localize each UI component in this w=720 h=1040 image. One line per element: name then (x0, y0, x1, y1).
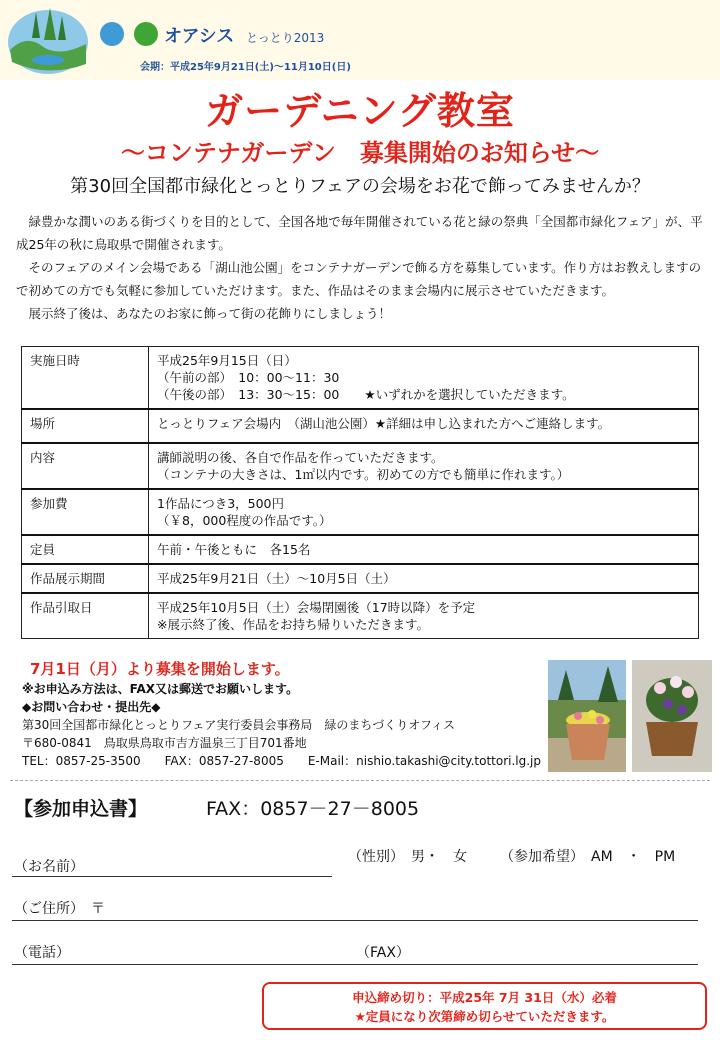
event-date-range: 会期：平成25年9月21日(土)～11月10日(日) (140, 62, 351, 73)
container-garden-photo-2 (632, 660, 712, 772)
office-name: 第30回全国都市緑化とっとりフェア実行委員会事務局 緑のまちづくりオフィス (22, 718, 455, 732)
row-label: 内容 (22, 443, 149, 489)
name-input-line[interactable] (12, 876, 332, 877)
row-value (149, 347, 699, 410)
gender-field-label[interactable]: （性別） 男・ 女 (348, 849, 467, 865)
row-line: ※展示終了後、作品をお持ち帰りいただきます。 (157, 617, 429, 632)
row-line: とっとりフェア会場内 （湖山池公園）★詳細は申し込まれた方へご連絡します。 (157, 416, 611, 431)
row-value (149, 443, 699, 489)
table-row (22, 535, 699, 564)
row-label: 定員 (22, 535, 149, 564)
session-field-label[interactable]: （参加希望） AM ・ PM (500, 849, 676, 865)
logo-wordmark-icon (98, 14, 338, 56)
table-row (22, 409, 699, 443)
row-line: （午前の部） 10：00～11：30 (157, 370, 340, 385)
row-line: 平成25年10月5日（土）会場閉園後（17時以降）を予定 (157, 600, 476, 615)
row-line: （コンテナの大きさは、1㎡以内です。初めての方でも簡単に作れます。） (157, 467, 570, 482)
svg-text:オアシス: オアシス (164, 26, 235, 47)
fax-field-label: （FAX） (356, 945, 410, 961)
recruitment-start-notice: 7月1日（月）より募集を開始します。 (30, 660, 290, 678)
row-line: （午後の部） 13：30～15：00 ★いずれかを選択していただきます。 (157, 387, 575, 402)
row-label: 作品展示期間 (22, 564, 149, 593)
row-line: 午前・午後ともに 各15名 (157, 542, 311, 557)
deadline-note: ★定員になり次第締め切らせていただきます。 (354, 1009, 615, 1024)
row-label: 参加費 (22, 489, 149, 535)
row-line: 1作品につき3，500円 (157, 496, 285, 511)
intro-paragraph-1: 緑豊かな潤いのある街づくりを目的として、全国各地で毎年開催されている花と緑の祭典「全国都市緑化フェア」が、平成25年の秋に鳥取県で開催されます。 (16, 214, 703, 252)
row-line: 平成25年9月21日（土）～10月5日（土） (157, 571, 396, 586)
row-label: 実施日時 (22, 347, 149, 410)
table-row (22, 489, 699, 535)
row-value (149, 489, 699, 535)
table-row (22, 443, 699, 489)
application-method: ※お申込み方法は、FAX又は郵送でお願いします。 (22, 682, 299, 696)
intro-paragraph-2: そのフェアのメイン会場である「湖山池公園」をコンテナガーデンで飾る方を募集しています。作り方はお教えしますので初めての方でも気軽に参加していただけます。また、作品はそのまま会場内に展示させていただきます。 (16, 260, 702, 298)
row-label: 作品引取日 (22, 593, 149, 639)
phone-fax-input-line[interactable] (12, 964, 698, 965)
address-field-label: （ご住所） 〒 (14, 901, 105, 917)
name-field-label: （お名前） (14, 859, 84, 875)
row-value (149, 593, 699, 639)
logo-emblem-icon (6, 4, 90, 76)
row-value (149, 409, 699, 443)
header-band (0, 0, 720, 80)
intro-paragraph-3: 展示終了後は、あなたのお家に飾って街の花飾りにしましょう！ (16, 306, 392, 321)
contact-heading: ◆お問い合わせ・提出先◆ (22, 700, 161, 714)
lead-question: 第30回全国都市緑化とっとりフェアの会場をお花で飾ってみませんか？ (70, 176, 650, 197)
contact-block (22, 680, 541, 770)
phone-field-label: （電話） (14, 945, 70, 961)
office-address: 〒680-0841 鳥取県鳥取市吉方温泉三丁目701番地 (22, 736, 307, 750)
deadline-date: 申込締め切り：平成25年 7月 31日（水）必着 (352, 990, 617, 1005)
contact-details: TEL：0857-25-3500 FAX：0857-27-8005 E-Mail：nishio.takashi@city.tottori.lg.jp (22, 754, 541, 768)
intro-text (16, 210, 706, 325)
row-value (149, 564, 699, 593)
address-input-line[interactable] (12, 920, 698, 921)
deadline-box (262, 982, 707, 1030)
page-subtitle: ～コンテナガーデン 募集開始のお知らせ～ (120, 139, 600, 167)
application-form-title: 【参加申込書】 (14, 798, 148, 820)
container-garden-photo-1 (548, 660, 626, 772)
application-fax-number: FAX：0857－27－8005 (206, 798, 420, 820)
row-line: 講師説明の後、各自で作品を作っていただきます。 (157, 450, 444, 465)
page-title: ガーデニング教室 (205, 89, 515, 133)
row-label: 場所 (22, 409, 149, 443)
section-divider (10, 780, 710, 781)
svg-text:とっとり2013: とっとり2013 (246, 31, 325, 45)
table-row (22, 347, 699, 410)
event-info-table (21, 346, 699, 639)
row-line: （￥8，000程度の作品です。） (157, 513, 332, 528)
table-row (22, 593, 699, 639)
table-row (22, 564, 699, 593)
row-line: 平成25年9月15日（日） (157, 353, 297, 368)
row-value (149, 535, 699, 564)
